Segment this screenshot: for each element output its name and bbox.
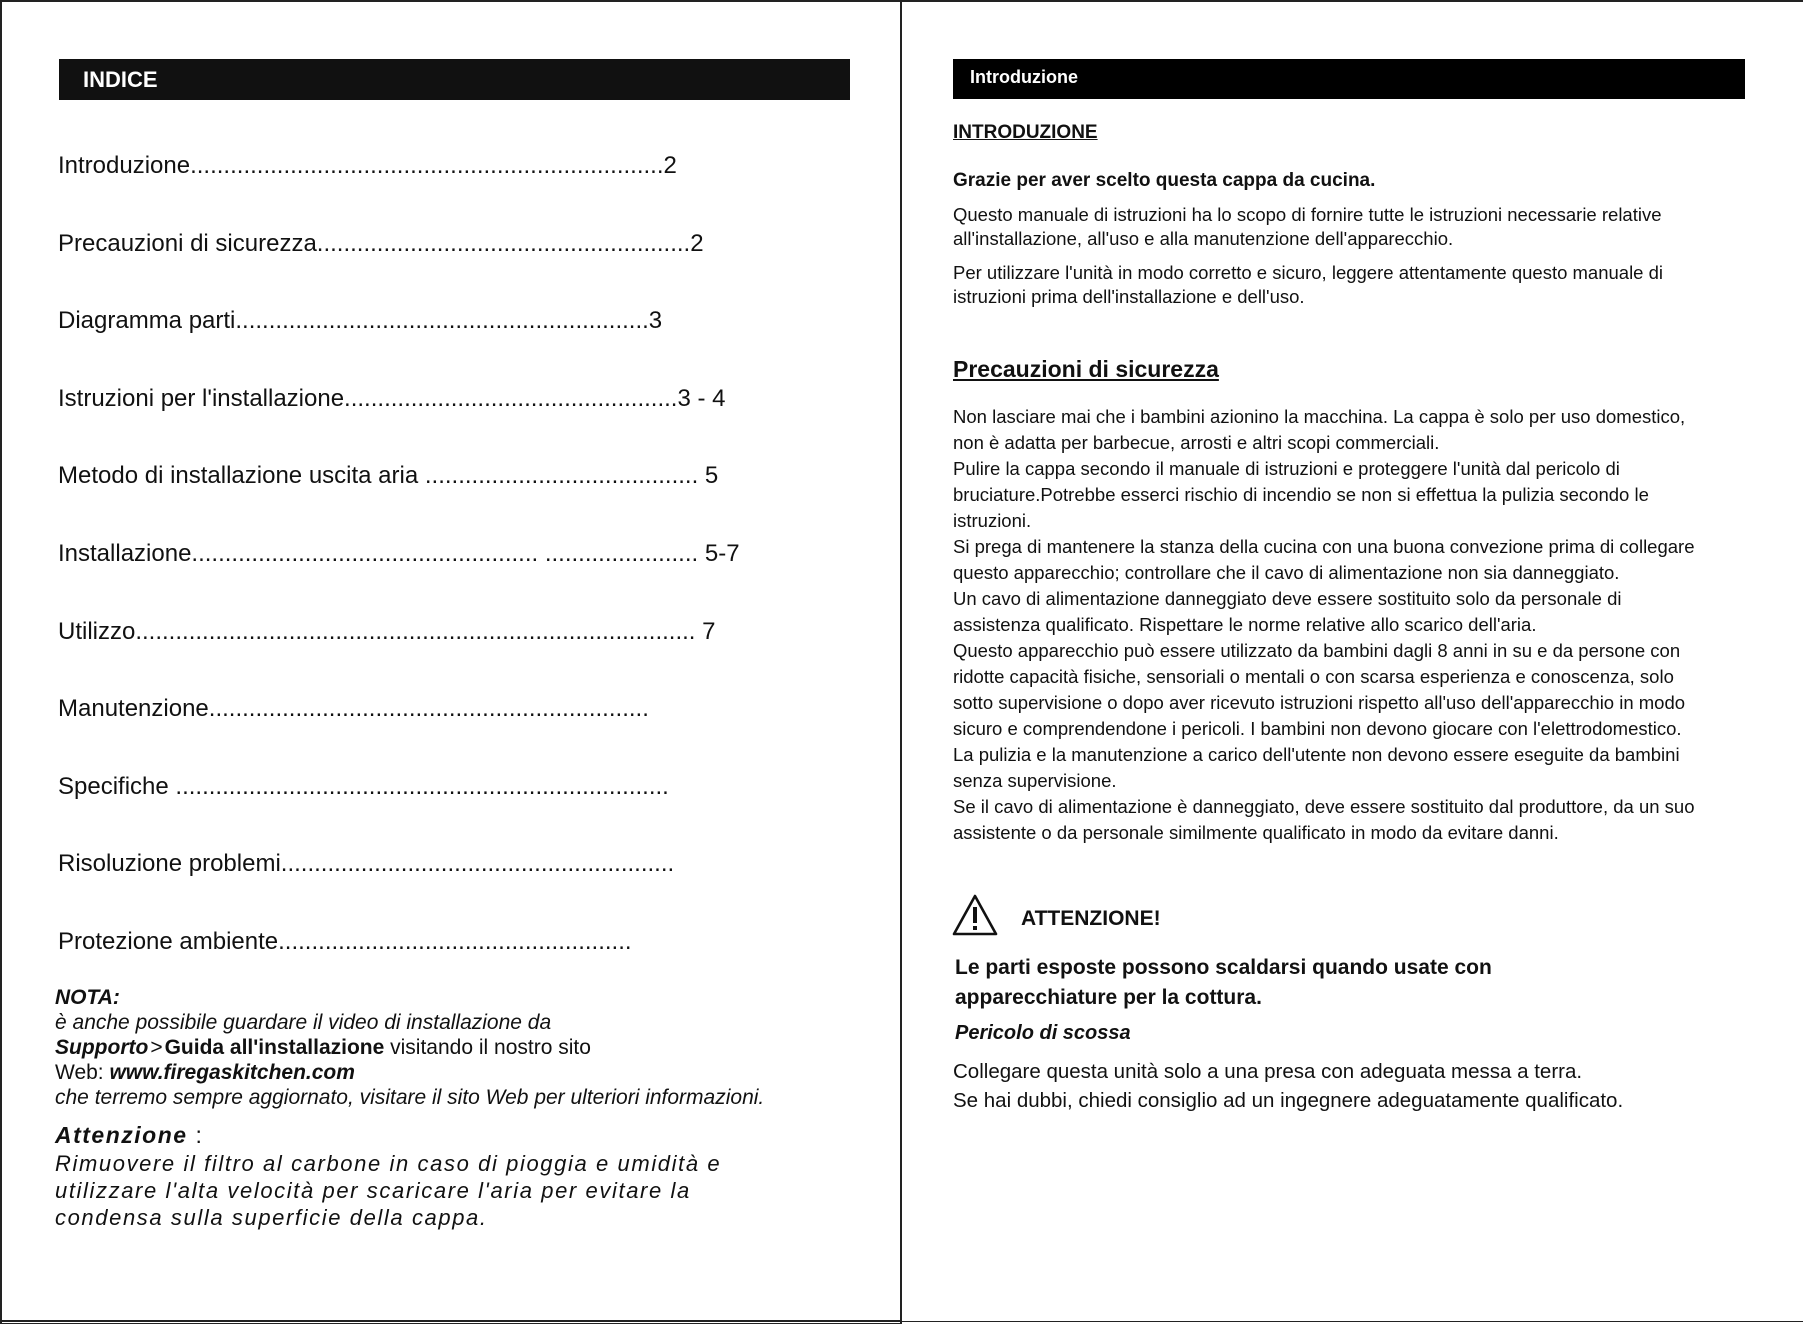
- safety-line: Questo apparecchio può essere utilizzato da bambini dagli 8 anni in su e da persone con: [953, 640, 1681, 661]
- toc-entry-metodo-uscita-aria[interactable]: Metodo di installazione uscita aria ......................................... 5: [58, 462, 719, 490]
- intro-paragraph-1: [953, 203, 1753, 251]
- safety-line: assistenza qualificato. Rispettare le norme relative allo scarico dell'aria.: [953, 614, 1537, 635]
- warning-line: Le parti esposte possono scaldarsi quando usate con: [955, 956, 1492, 979]
- paragraph-line: Per utilizzare l'unità in modo corretto e sicuro, leggere attentamente questo manuale di: [953, 262, 1664, 283]
- toc-entry-installazione[interactable]: Installazione.................................................... ....................... 5-7: [58, 539, 740, 567]
- note-block: [55, 985, 855, 1110]
- safety-line: Non lasciare mai che i bambini azionino la macchina. La cappa è solo per uso domestico,: [953, 406, 1686, 427]
- safety-line: assistente o da personale similmente qualificato in modo da evitare danni.: [953, 822, 1559, 843]
- note-line-3: [55, 1060, 855, 1085]
- warning-triangle-icon: [951, 893, 999, 937]
- note-line-4: che terremo sempre aggiornato, visitare il sito Web per ulteriori informazioni.: [55, 1086, 765, 1109]
- attention-body: [55, 1150, 855, 1231]
- toc-entry-specifiche[interactable]: Specifiche ..........................................................................: [58, 772, 669, 800]
- toc-entry-precauzioni[interactable]: Precauzioni di sicurezza........................................................2: [58, 229, 704, 257]
- shock-line: Collegare questa unità solo a una presa con adeguata messa a terra.: [953, 1060, 1583, 1083]
- toc-entry-manutenzione[interactable]: Manutenzione..................................................................: [58, 695, 649, 723]
- safety-line: questo apparecchio; controllare che il cavo di alimentazione non sia danneggiato.: [953, 562, 1620, 583]
- page-border-bottom: [0, 1320, 901, 1324]
- safety-line: istruzioni.: [953, 510, 1032, 531]
- note-support: Supporto: [55, 1036, 149, 1059]
- toc-entry-diagramma[interactable]: Diagramma parti..............................................................3: [58, 307, 663, 335]
- safety-line: Si prega di mantenere la stanza della cucina con una buona convezione prima di collegare: [953, 536, 1695, 557]
- safety-line: Se il cavo di alimentazione è danneggiato, deve essere sostituito dal produttore, da un suo: [953, 796, 1695, 817]
- toc-entry-introduzione[interactable]: Introduzione.......................................................................2: [58, 152, 677, 179]
- safety-body: [953, 404, 1763, 846]
- shock-title: Pericolo di scossa: [955, 1022, 1131, 1044]
- safety-line: non è adatta per barbecue, arrosti e altri scopi commerciali.: [953, 432, 1440, 453]
- note-visit-text: visitando il nostro sito: [384, 1036, 591, 1059]
- attention-line: condensa sulla superficie della cappa.: [55, 1205, 488, 1230]
- safety-line: ridotte capacità fisiche, sensoriali o mentali o con scarsa esperienza e conoscenza, solo: [953, 666, 1674, 687]
- toc-entry-utilizzo[interactable]: Utilizzo.................................................................................... 7: [58, 617, 716, 645]
- chevron-right-icon: >: [150, 1036, 163, 1059]
- toc-entry-istruzioni-installazione[interactable]: Istruzioni per l'installazione..................................................3 - 4: [58, 384, 726, 412]
- warning-label: ATTENZIONE!: [1021, 907, 1161, 930]
- warning-line: apparecchiature per la cottura.: [955, 986, 1262, 1009]
- attention-title-line: [55, 1120, 855, 1150]
- shock-body: [953, 1057, 1753, 1115]
- safety-line: Pulire la cappa secondo il manuale di istruzioni e proteggere l'unità dal pericolo di: [953, 458, 1620, 479]
- note-guide-link[interactable]: Guida all'installazione: [164, 1036, 385, 1059]
- safety-line: sotto supervisione o dopo aver ricevuto istruzioni rispetto all'uso dell'apparecchio in modo: [953, 692, 1686, 713]
- safety-line: Un cavo di alimentazione danneggiato deve essere sostituito solo da personale di: [953, 588, 1622, 609]
- safety-line: senza supervisione.: [953, 770, 1117, 791]
- introduction-header: Introduzione: [953, 59, 1745, 99]
- note-line-1: è anche possibile guardare il video di installazione da: [55, 1011, 552, 1034]
- note-title: NOTA:: [55, 986, 120, 1009]
- note-web-label: Web:: [55, 1061, 110, 1084]
- attention-colon: :: [187, 1122, 204, 1148]
- note-web-link[interactable]: www.firegaskitchen.com: [109, 1061, 355, 1084]
- index-header: INDICE: [59, 59, 850, 100]
- table-of-contents: [58, 146, 858, 1000]
- introduction-title: INTRODUZIONE: [953, 122, 1098, 143]
- safety-line: La pulizia e la manutenzione a carico dell'utente non devono essere eseguite da bambini: [953, 744, 1680, 765]
- hot-parts-warning: [955, 953, 1655, 1013]
- thanks-line: Grazie per aver scelto questa cappa da cucina.: [953, 170, 1376, 191]
- shock-line: Se hai dubbi, chiedi consiglio ad un ingegnere adeguatamente qualificato.: [953, 1089, 1624, 1112]
- intro-paragraph-2: [953, 261, 1753, 309]
- page-border-bottom-right: [901, 1321, 1803, 1322]
- attention-line: Rimuovere il filtro al carbone in caso di pioggia e umidità e: [55, 1151, 722, 1176]
- note-line-2: [55, 1035, 855, 1060]
- attention-block: [55, 1120, 855, 1231]
- attention-title: Attenzione: [55, 1122, 188, 1148]
- paragraph-line: istruzioni prima dell'installazione e dell'uso.: [953, 286, 1305, 307]
- safety-line: sicuro e comprendendone i pericoli. I bambini non devono giocare con l'elettrodomestico.: [953, 718, 1682, 739]
- page-divider: [900, 0, 902, 1324]
- safety-line: bruciature.Potrebbe esserci rischio di incendio se non si effettua la pulizia secondo le: [953, 484, 1649, 505]
- page-border-left: [0, 0, 2, 1324]
- toc-entry-protezione-ambiente[interactable]: Protezione ambiente.....................................................: [58, 927, 632, 955]
- paragraph-line: all'installazione, all'uso e alla manutenzione dell'apparecchio.: [953, 228, 1454, 249]
- attention-line: utilizzare l'alta velocità per scaricare l'aria per evitare la: [55, 1178, 691, 1203]
- paragraph-line: Questo manuale di istruzioni ha lo scopo di fornire tutte le istruzioni necessarie relative: [953, 204, 1662, 225]
- toc-entry-risoluzione-problemi[interactable]: Risoluzione problemi...........................................................: [58, 850, 675, 878]
- safety-title: Precauzioni di sicurezza: [953, 356, 1219, 382]
